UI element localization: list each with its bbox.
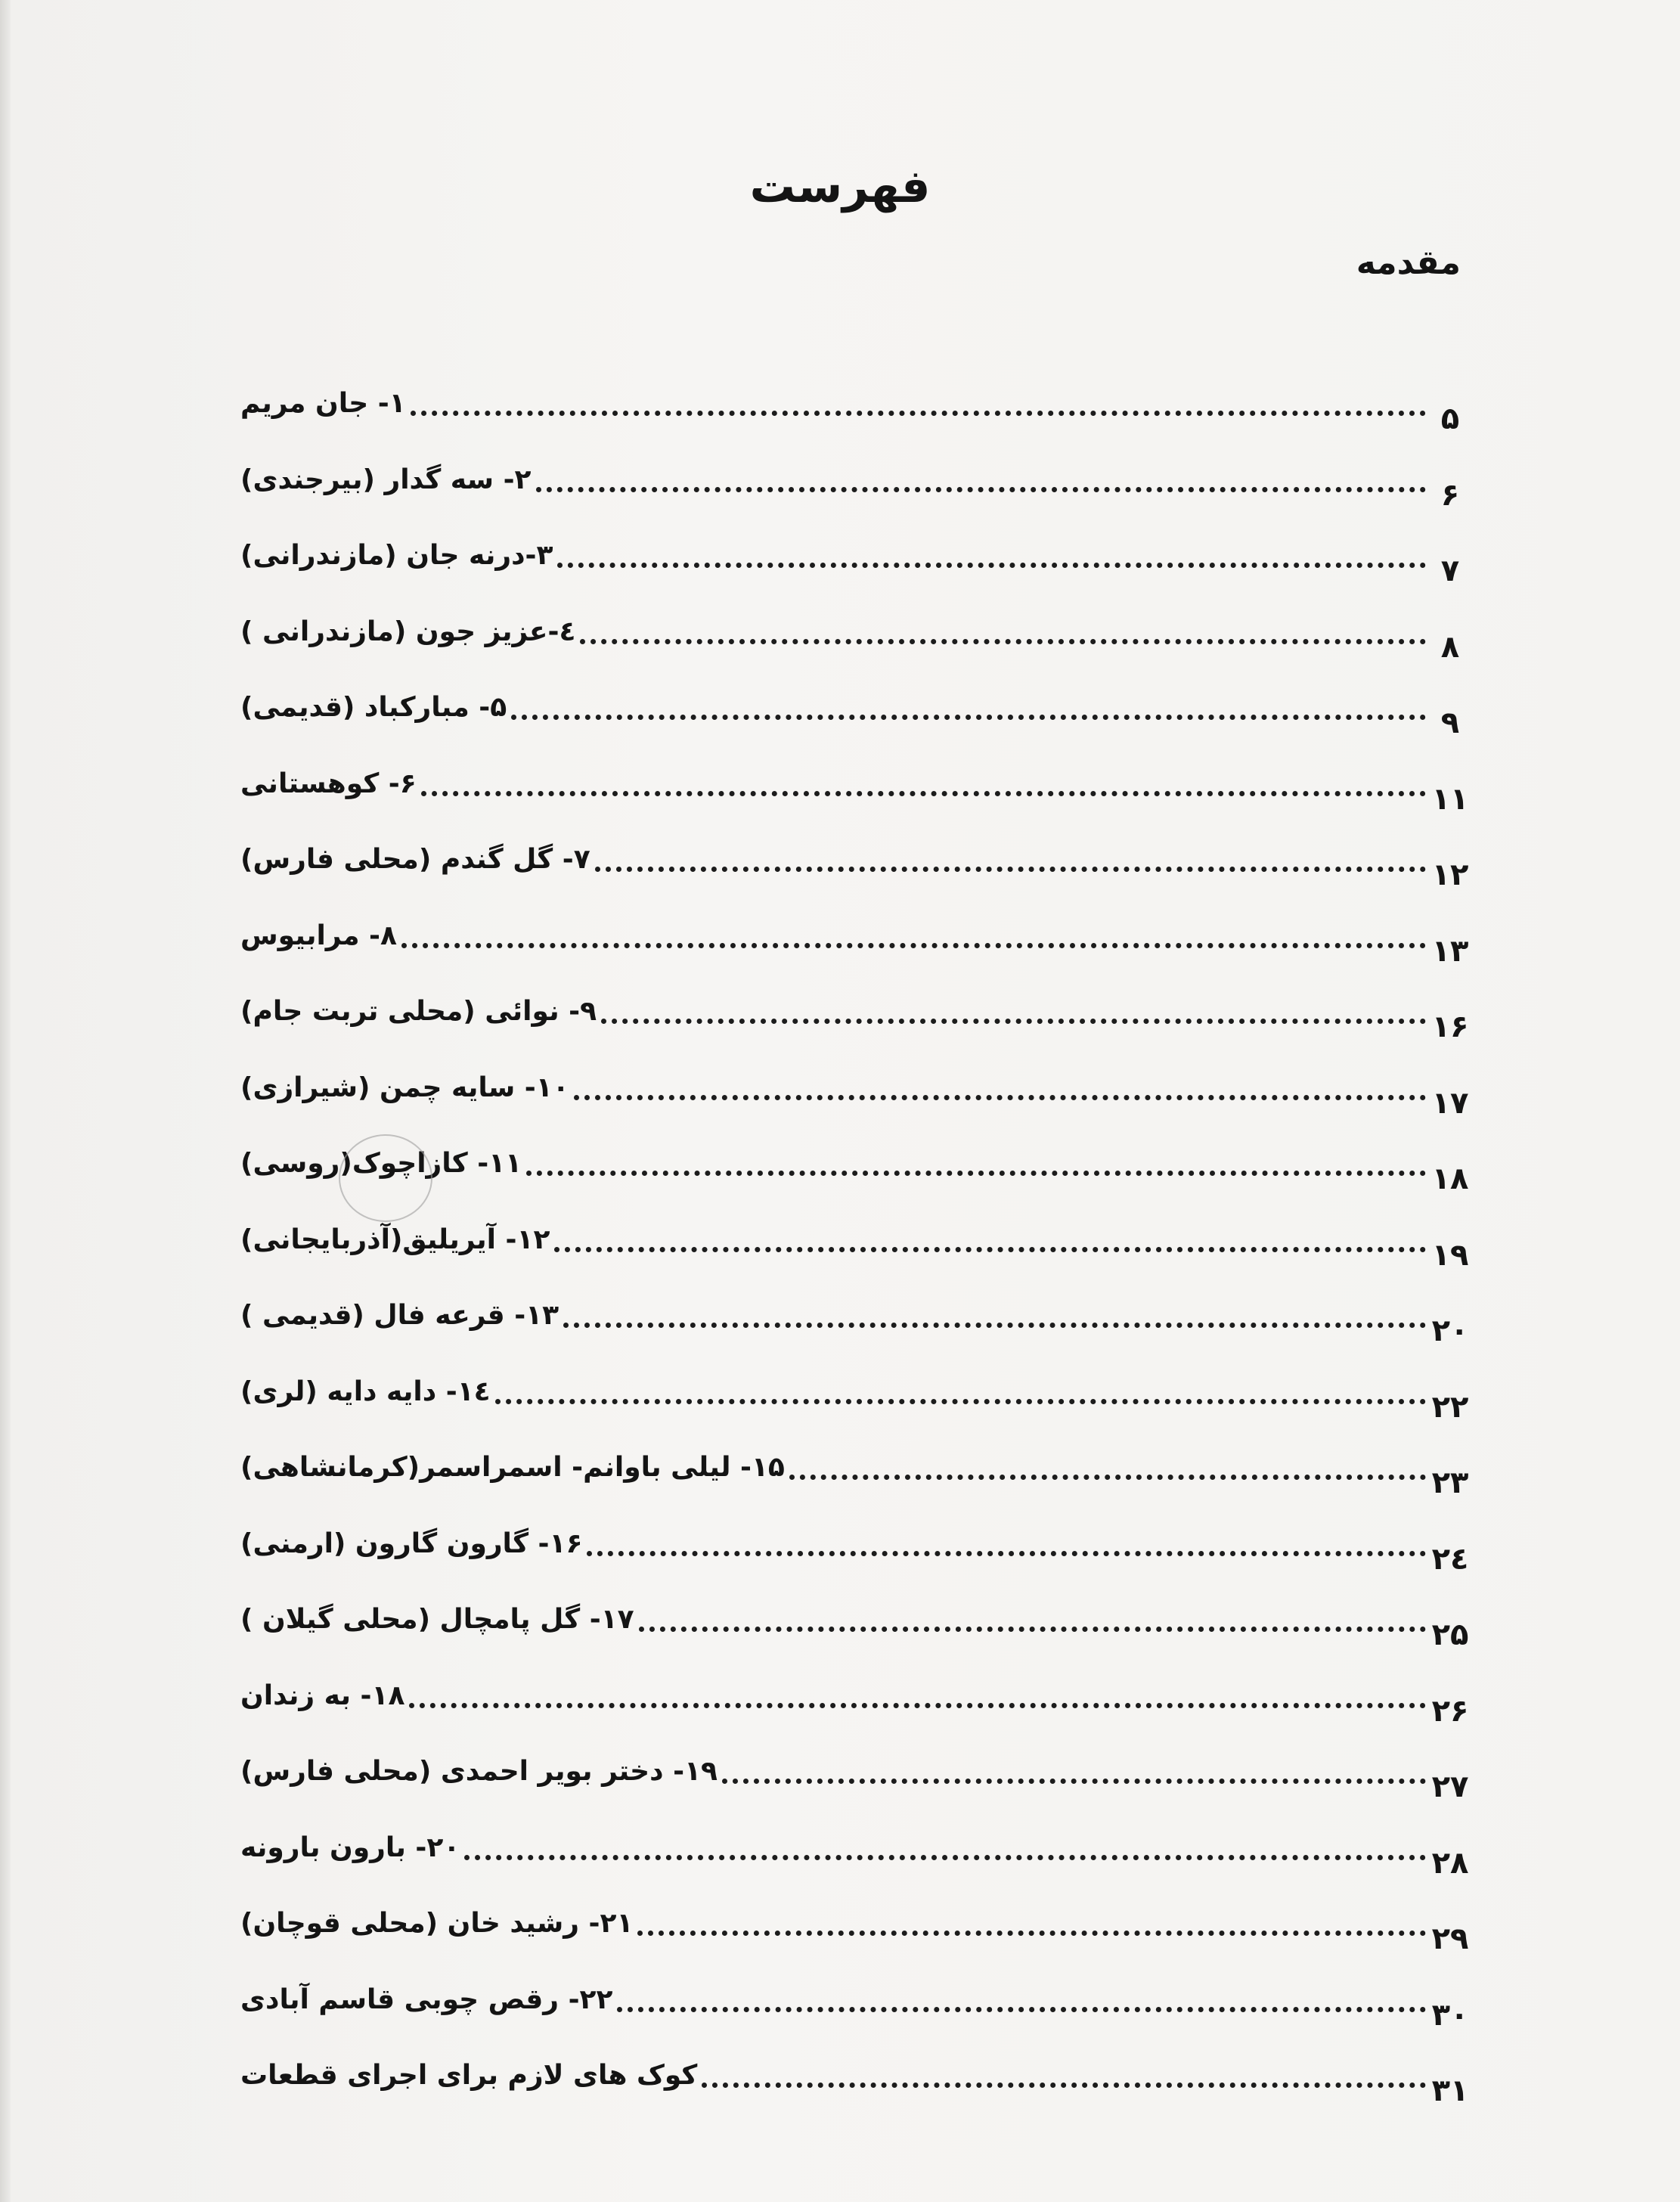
toc-entry (240, 1670, 1470, 1729)
dot-leader (595, 867, 1426, 872)
toc-page-number: ۱۷ (1431, 1085, 1469, 1121)
toc-entry (240, 1290, 1470, 1348)
dot-leader (511, 715, 1426, 720)
dot-leader (536, 487, 1427, 492)
toc-entry-title: ۱۵- لیلی باوانم- اسمراسمر(کرمانشاهی) (240, 1452, 785, 1483)
toc-entry (240, 1594, 1470, 1652)
toc-entry-title: ۱۰- سایه چمن (شیرازی) (240, 1072, 569, 1103)
toc-page-number: ۱۱ (1431, 781, 1469, 817)
toc-entry (240, 2050, 1470, 2108)
toc-entry-title: ۱۸- به زندان (240, 1679, 405, 1711)
toc-entry-title: ۲- سه گدار (بیرجندی) (240, 464, 532, 495)
page-title: فهرست (749, 160, 931, 213)
toc-entry (240, 1366, 1470, 1425)
dot-leader (401, 943, 1426, 948)
toc-page-number: ۵ (1440, 402, 1460, 436)
toc-entry (240, 986, 1470, 1044)
toc-entry (240, 758, 1470, 817)
toc-entry-title: ۱۳- قرعه فال (قدیمی ) (240, 1300, 559, 1331)
intro-heading: مقدمه (1356, 243, 1461, 282)
toc-entry (240, 1822, 1470, 1881)
toc-page-number: ۲٤ (1431, 1541, 1469, 1577)
toc-page-number: ۷ (1440, 554, 1460, 588)
toc-entry (240, 1974, 1470, 2033)
dot-leader (637, 1931, 1426, 1936)
dot-leader (421, 791, 1426, 796)
toc-entry-title: ۱٤- دایه دایه (لری) (240, 1375, 491, 1407)
toc-entry-title: ۱- جان مریم (240, 388, 406, 419)
dot-leader (789, 1475, 1426, 1480)
dot-leader (580, 639, 1426, 644)
toc-entry-title: ۱۶- گارون گارون (ارمنی) (240, 1527, 583, 1559)
toc-entry-title: ۳-درنه جان (مازندرانی) (240, 540, 553, 571)
toc-entry (240, 378, 1470, 436)
toc-page-number: ۱۸ (1431, 1161, 1469, 1196)
toc-entry-title: ۲۰- بارون بارونه (240, 1831, 460, 1863)
toc-page-number: ۲۵ (1431, 1617, 1469, 1652)
pencil-circle-mark (339, 1134, 432, 1222)
dot-leader (411, 411, 1426, 416)
toc-page-number: ۱۳ (1431, 933, 1469, 969)
toc-entry-title: کوک های لازم برای اجرای قطعات (240, 2060, 698, 2091)
dot-leader (722, 1779, 1426, 1784)
dot-leader (557, 563, 1426, 568)
toc-entry-title: ۲۲- رقص چوبی قاسم آبادی (240, 1983, 613, 2015)
toc-entry-title: ۱۷- گل پامچال (محلی گیلان ) (240, 1604, 634, 1635)
dot-leader (617, 2007, 1426, 2012)
toc-page-number: ۲۳ (1431, 1465, 1469, 1500)
toc-entry (240, 682, 1470, 740)
dot-leader (526, 1171, 1426, 1176)
toc-entry-title: ۱۱- کازاچوک(روسی) (240, 1148, 522, 1179)
toc-entry (240, 1062, 1470, 1121)
toc-entry (240, 1214, 1470, 1273)
dot-leader (639, 1627, 1426, 1632)
toc-page-number: ۳۰ (1431, 1997, 1469, 2033)
toc-page-number: ۲۹ (1431, 1921, 1469, 1956)
toc-entry (240, 1746, 1470, 1804)
toc-page-number: ۹ (1440, 706, 1460, 740)
toc-page-number: ۱۹ (1431, 1237, 1469, 1273)
toc-entry (240, 454, 1470, 513)
toc-entry-title: ۶- کوهستانی (240, 768, 417, 799)
dot-leader (601, 1019, 1426, 1024)
toc-entry-title: ۲۱- رشید خان (محلی قوچان) (240, 1908, 634, 1939)
dot-leader (587, 1551, 1426, 1556)
toc-entry-title: ۸- مرابیوس (240, 920, 397, 951)
toc-page-number: ۳۱ (1431, 2073, 1469, 2108)
dot-leader (574, 1095, 1426, 1100)
dot-leader (563, 1323, 1426, 1328)
toc-entry-title: ۹- نوائی (محلی تربت جام) (240, 996, 597, 1027)
toc-entry (240, 1898, 1470, 1956)
dot-leader (464, 1855, 1426, 1860)
toc-entry-title: ۱۲- آیریلیق(آذربایجانی) (240, 1224, 550, 1255)
toc-page-number: ۲۷ (1431, 1769, 1469, 1804)
toc-entry-title: ۱۹- دختر بویر احمدی (محلی فارس) (240, 1756, 718, 1787)
toc-page-number: ۲۶ (1431, 1693, 1469, 1729)
toc-page-number: ۶ (1440, 477, 1460, 513)
dot-leader (702, 2083, 1426, 2088)
toc-entry (240, 1442, 1470, 1500)
toc-entry (240, 606, 1470, 665)
toc-entry-title: ۵- مبارکباد (قدیمی) (240, 692, 507, 723)
toc-entry (240, 910, 1470, 969)
toc-page-number: ۲۰ (1431, 1313, 1469, 1348)
toc-entry (240, 530, 1470, 588)
toc-page-number: ۸ (1440, 629, 1460, 665)
toc-entry (240, 1518, 1470, 1577)
dot-leader (409, 1703, 1426, 1708)
dot-leader (554, 1247, 1426, 1252)
toc-page-number: ۱۶ (1431, 1010, 1469, 1044)
toc-page-number: ۲۸ (1431, 1845, 1469, 1881)
toc-page-number: ۱۲ (1431, 858, 1469, 892)
toc-entry-title: ۷- گل گندم (محلی فارس) (240, 844, 590, 875)
toc-entry (240, 834, 1470, 892)
toc-page-number: ۲۲ (1431, 1389, 1469, 1425)
toc-entry-title: ٤-عزیز جون (مازندرانی ) (240, 616, 576, 647)
dot-leader (495, 1399, 1426, 1404)
